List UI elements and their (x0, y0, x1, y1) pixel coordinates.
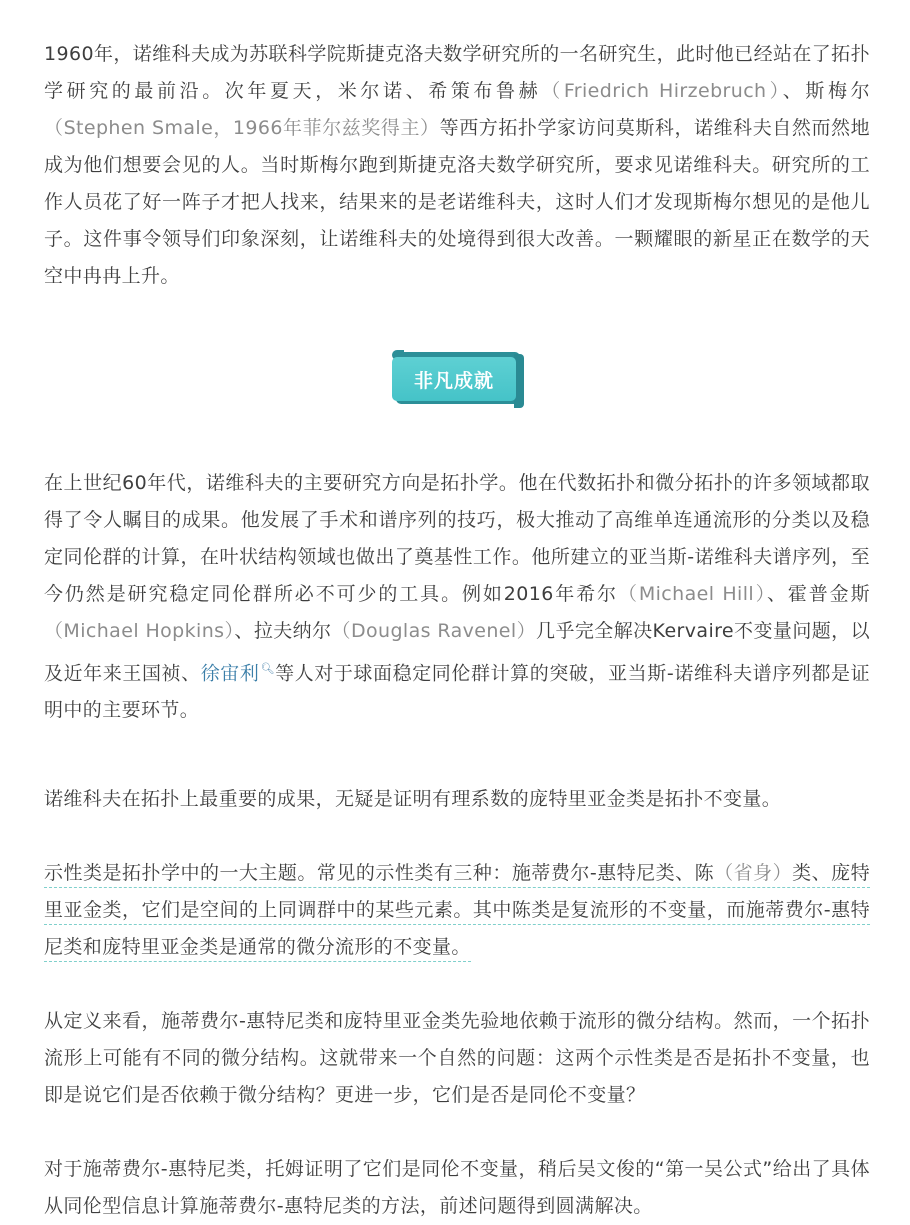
spacer (44, 818, 870, 855)
search-icon[interactable]: 🔍︎ (260, 662, 276, 675)
article-body (44, 36, 870, 1225)
p1-english-name-smale: （Stephen Smale，1966年菲尔兹奖得主） (44, 117, 440, 139)
p2-text-c: 、霍普金斯 (766, 583, 870, 605)
p1-english-name-hirzebruch: （Friedrich Hirzebruch） (541, 80, 783, 102)
p1-text-a: 1960年，诺维科夫成为苏联科学院斯捷克洛夫数学研究所的一名研究生，此时他已经站在了拓扑学研究的最前沿。次年夏天，米尔诺、希策布鲁赫 (44, 43, 870, 102)
p2-english-name-hopkins: （Michael Hopkins） (44, 620, 235, 642)
p1-text-c: 、斯梅尔 (782, 80, 871, 102)
spacer (44, 729, 870, 781)
p2-text-a: 在上世纪60年代，诺维科夫的主要研究方向是拓扑学。他在代数拓扑和微分拓扑的许多领域都取得了令人瞩目的成果。他发展了手术和谱序列的技巧，极大推动了高维单连通流形的分类以及稳定同伦群的计算，在叶状结构领域也做出了奠基性工作。他所建立的亚当斯-诺维科夫谱序列，至今仍然是研究稳定同伦群所必不可少的工具。例如2016年希尔 (44, 472, 870, 605)
paragraph-4-highlighted (44, 855, 870, 966)
p4-text-c: 类、庞特里亚金类，它们是空间的上同调群中的某些元素。其中陈类是复流形的不变量，而施蒂费尔-惠特尼类和庞特里亚金类是通常的微分流形的不变量。 (44, 862, 871, 959)
p2-english-name-ravenel: （Douglas Ravenel） (331, 620, 537, 642)
spacer (44, 1114, 870, 1151)
section-title: 非凡成就 (413, 369, 494, 392)
p2-text-h: 等人对于球面稳定同伦群计算的突破，亚当斯-诺维科夫谱序列都是证明中的主要环节。 (44, 662, 871, 722)
paragraph-5: 从定义来看，施蒂费尔-惠特尼类和庞特里亚金类先验地依赖于流形的微分结构。然而，一个拓扑流形上可能有不同的微分结构。这就带来一个自然的问题：这两个示性类是否是拓扑不变量，也即是说它们是否依赖于微分结构？更进一步，它们是否是同伦不变量？ (44, 1010, 870, 1107)
p2-text-e: 、拉夫纳尔 (234, 620, 332, 642)
paragraph-6: 对于施蒂费尔-惠特尼类，托姆证明了它们是同伦不变量，稍后吴文俊的“第一吴公式”给出了具体从同伦型信息计算施蒂费尔-惠特尼类的方法，前述问题得到圆满解决。 (44, 1158, 870, 1218)
section-heading (44, 340, 870, 420)
section-banner (392, 352, 522, 404)
banner-front (392, 357, 516, 401)
p1-text-e: 等西方拓扑学家访问莫斯科，诺维科夫自然而然地成为他们想要会见的人。当时斯梅尔跑到斯捷克洛夫数学研究所，要求见诺维科夫。研究所的工作人员花了好一阵子才把人找来，结果来的是老诺维科夫，这时人们才发现斯梅尔想见的是他儿子。这件事令领导们印象深刻，让诺维科夫的处境得到很大改善。一颗耀眼的新星正在数学的天空中冉冉上升。 (44, 117, 870, 287)
p4-name-note: （省身） (714, 862, 793, 885)
xu-zhouli-link[interactable]: 徐宙利 (200, 662, 260, 685)
paragraph-3: 诺维科夫在拓扑上最重要的成果，无疑是证明有理系数的庞特里亚金类是拓扑不变量。 (44, 788, 782, 811)
p2-text-g: 几乎完全解决Kervaire不变量问题，以及近年来王国祯、 (44, 620, 870, 685)
paragraph-1 (44, 36, 870, 295)
spacer (44, 966, 870, 1003)
p2-english-name-hill: （Michael Hill） (617, 583, 767, 605)
p4-underlined-text (44, 862, 870, 962)
paragraph-2 (44, 465, 870, 729)
p4-text-a: 示性类是拓扑学中的一大主题。常见的示性类有三种：施蒂费尔-惠特尼类、陈 (44, 862, 715, 885)
